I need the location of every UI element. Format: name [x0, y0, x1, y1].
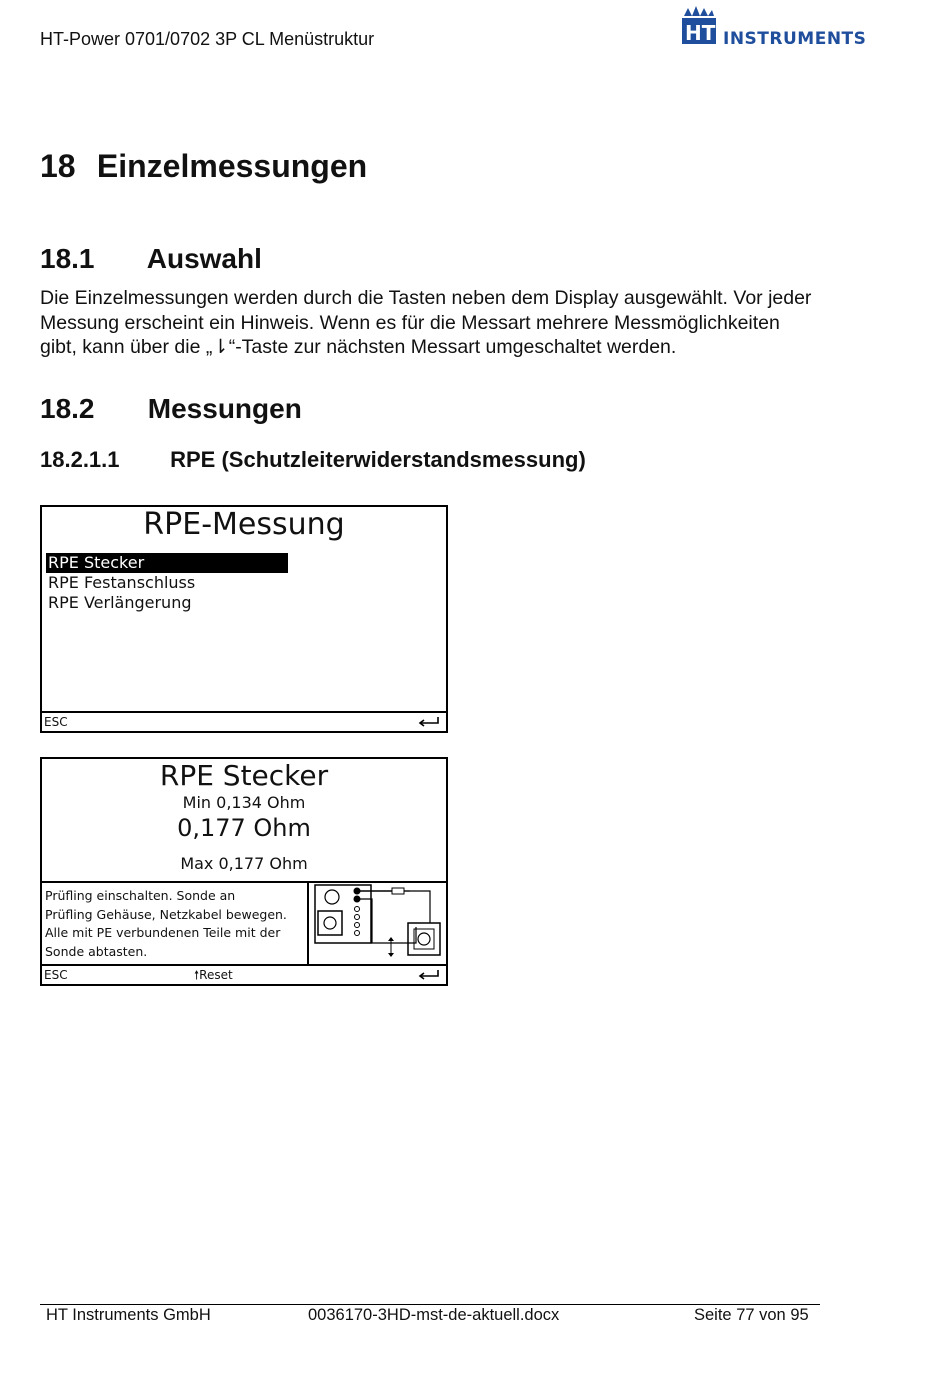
document-header-title: HT-Power 0701/0702 3P CL Menüstruktur: [40, 29, 375, 49]
softkey-bar: [42, 711, 446, 731]
esc-softkey[interactable]: ESC: [44, 968, 68, 982]
current-value: 0,177 Ohm: [177, 814, 311, 842]
esc-softkey[interactable]: ESC: [44, 715, 68, 729]
device-screen-rpe-menu: [40, 505, 448, 733]
paragraph-line: Die Einzelmessungen werden durch die Tasten neben dem Display ausgewählt. Vor jeder: [40, 287, 812, 309]
screen-title: RPE Stecker: [159, 759, 329, 792]
subsection-heading-rpe: [40, 447, 586, 473]
instruction-line: Alle mit PE verbundenen Teile mit der: [45, 925, 281, 940]
footer-rule: [40, 1304, 820, 1305]
instruction-line: Sonde abtasten.: [45, 943, 148, 959]
menu-item-rpe-festanschluss[interactable]: RPE Festanschluss: [48, 573, 196, 592]
section-title: Auswahl: [146, 243, 262, 274]
paragraph-line: Messung erscheint ein Hinweis. Wenn es für die Messart mehrere Messmöglichkeiten: [40, 311, 780, 334]
instruction-text: [45, 887, 307, 961]
menu-item-rpe-verlaengerung[interactable]: RPE Verlängerung: [48, 593, 192, 612]
section-number: 18.1: [40, 243, 95, 274]
screen-divider: [307, 881, 309, 965]
section-heading-auswahl: [40, 243, 262, 275]
logo-text: INSTRUMENTS: [723, 29, 867, 49]
section-paragraph: [40, 286, 900, 360]
chapter-heading: [40, 148, 367, 185]
reset-softkey[interactable]: [194, 966, 233, 984]
subsection-title: RPE (Schutzleiterwiderstandsmessung): [170, 447, 586, 472]
chapter-title: Einzelmessungen: [96, 148, 368, 184]
reset-label: Reset: [199, 968, 233, 982]
enter-icon[interactable]: [418, 716, 440, 728]
section-title: Messungen: [147, 393, 302, 424]
instruction-line: Prüfling einschalten. Sonde an: [45, 888, 236, 903]
softkey-bar: [42, 964, 446, 984]
paragraph-line: gibt, kann über die „⇂“-Taste zur nächsten Messart umgeschaltet werden.: [40, 336, 677, 358]
enter-icon[interactable]: [418, 969, 440, 981]
instruction-line: Prüfling Gehäuse, Netzkabel bewegen.: [45, 906, 287, 922]
connection-diagram-icon: [312, 883, 444, 965]
max-value: Max 0,177 Ohm: [180, 854, 308, 873]
up-arrow-icon: 🠕: [194, 968, 200, 982]
chapter-number: 18: [40, 148, 76, 184]
footer-company: HT Instruments GmbH: [46, 1306, 211, 1324]
screen-title: RPE-Messung: [143, 507, 345, 542]
menu-item-rpe-stecker[interactable]: RPE Stecker: [46, 553, 288, 573]
section-number: 18.2: [40, 393, 95, 424]
svg-text:HT: HT: [685, 21, 716, 45]
min-value: Min 0,134 Ohm: [182, 793, 306, 812]
ht-instruments-logo: [680, 4, 867, 49]
subsection-number: 18.2.1.1: [40, 447, 120, 472]
section-heading-messungen: [40, 393, 302, 425]
ht-logo-icon: [680, 4, 720, 46]
footer-filename: 0036170-3HD-mst-de-aktuell.docx: [308, 1306, 560, 1324]
device-screen-rpe-stecker: [40, 757, 448, 986]
footer-page-number: Seite 77 von 95: [694, 1306, 809, 1324]
